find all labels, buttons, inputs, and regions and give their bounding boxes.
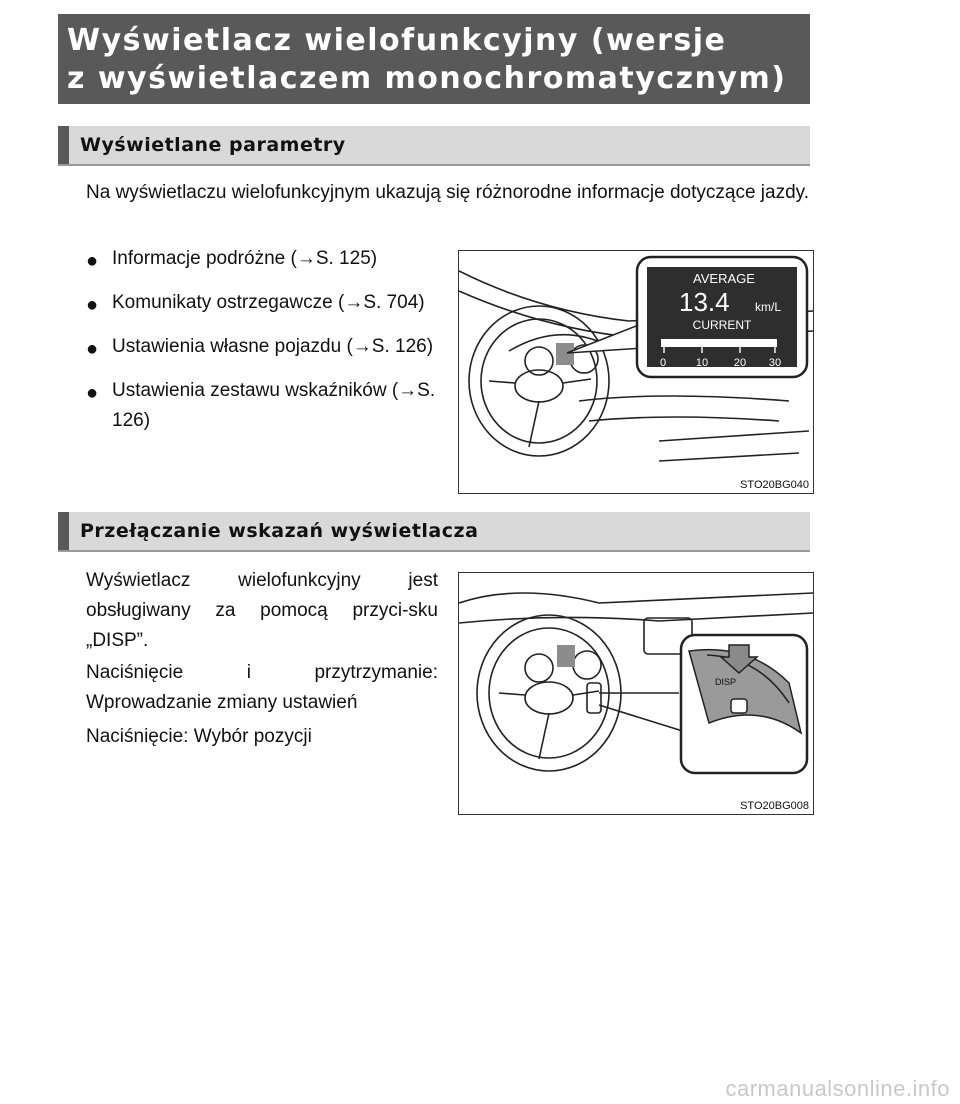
watermark: carmanualsonline.info <box>725 1076 950 1101</box>
list-item <box>86 244 456 274</box>
section-accent <box>58 126 69 164</box>
bullet-text: Ustawienia własne pojazdu ( <box>112 336 353 357</box>
filled-circle-icon: ● <box>86 250 99 272</box>
page-title <box>67 22 802 98</box>
page-title-bar <box>58 14 810 104</box>
scale-tick-label: 30 <box>768 357 782 369</box>
page-reference-link[interactable]: S. 704) <box>363 292 425 313</box>
page-reference-link[interactable]: S. 125) <box>315 248 378 269</box>
screen-unit: km/L <box>755 300 782 314</box>
bullet-text: Informacje podróżne ( <box>112 248 297 269</box>
scale-tick-label: 10 <box>695 357 709 369</box>
section-header-display-switching <box>58 512 810 552</box>
page-reference-link[interactable]: S. 126) <box>112 380 436 431</box>
dashboard-illustration <box>459 251 813 493</box>
filled-circle-icon: ● <box>86 338 99 360</box>
list-item <box>86 332 456 362</box>
info-bullet-list <box>86 244 456 450</box>
press-hold-paragraph: Naciśnięcie i przytrzymanie: Wprowadzanie zmiany ustawień <box>86 662 438 713</box>
right-arrow-icon: → <box>296 248 316 269</box>
list-item <box>86 376 456 436</box>
bullet-text: Komunikaty ostrzegawcze ( <box>112 292 345 313</box>
screen-value: 13.4 <box>679 287 730 317</box>
press-paragraph: Naciśnięcie: Wybór pozycji <box>86 726 312 747</box>
figure-dashboard-display <box>458 250 814 494</box>
steering-wheel-illustration <box>459 573 813 814</box>
disp-paragraph: Wyświetlacz wielofunkcyjny jest obsługiwany za pomocą przyci-sku „DISP”. <box>86 570 438 651</box>
section-header-displayed-parameters <box>58 126 810 166</box>
scale-tick-label: 20 <box>733 357 747 369</box>
filled-circle-icon: ● <box>86 294 99 316</box>
right-arrow-icon: → <box>344 292 364 313</box>
right-arrow-icon: → <box>398 380 418 401</box>
page-reference-link[interactable]: S. 126) <box>371 336 434 357</box>
figure-code: STO20BG040 <box>740 479 809 491</box>
section-accent <box>58 512 69 550</box>
right-arrow-icon: → <box>352 336 372 357</box>
figure-disp-button <box>458 572 814 815</box>
section-heading: Wyświetlane parametry <box>80 134 346 156</box>
section-heading: Przełączanie wskazań wyświetlacza <box>80 520 479 542</box>
page-title-line-1: Wyświetlacz wielofunkcyjny (wersje <box>67 23 727 58</box>
list-item <box>86 288 456 318</box>
screen-label-current: CURRENT <box>692 318 752 332</box>
figure-code: STO20BG008 <box>740 800 809 812</box>
intro-paragraph: Na wyświetlaczu wielofunkcyjnym ukazują się różnorodne informacje dotyczące jazdy. <box>86 182 810 203</box>
scale-tick-label: 0 <box>659 357 667 369</box>
screen-label-average: AVERAGE <box>693 271 755 286</box>
bullet-text: Ustawienia zestawu wskaźników ( <box>112 380 399 401</box>
filled-circle-icon: ● <box>86 382 99 404</box>
disp-button-label: DISP <box>715 677 737 687</box>
page-title-line-2: z wyświetlaczem monochromatycznym) <box>67 61 787 96</box>
